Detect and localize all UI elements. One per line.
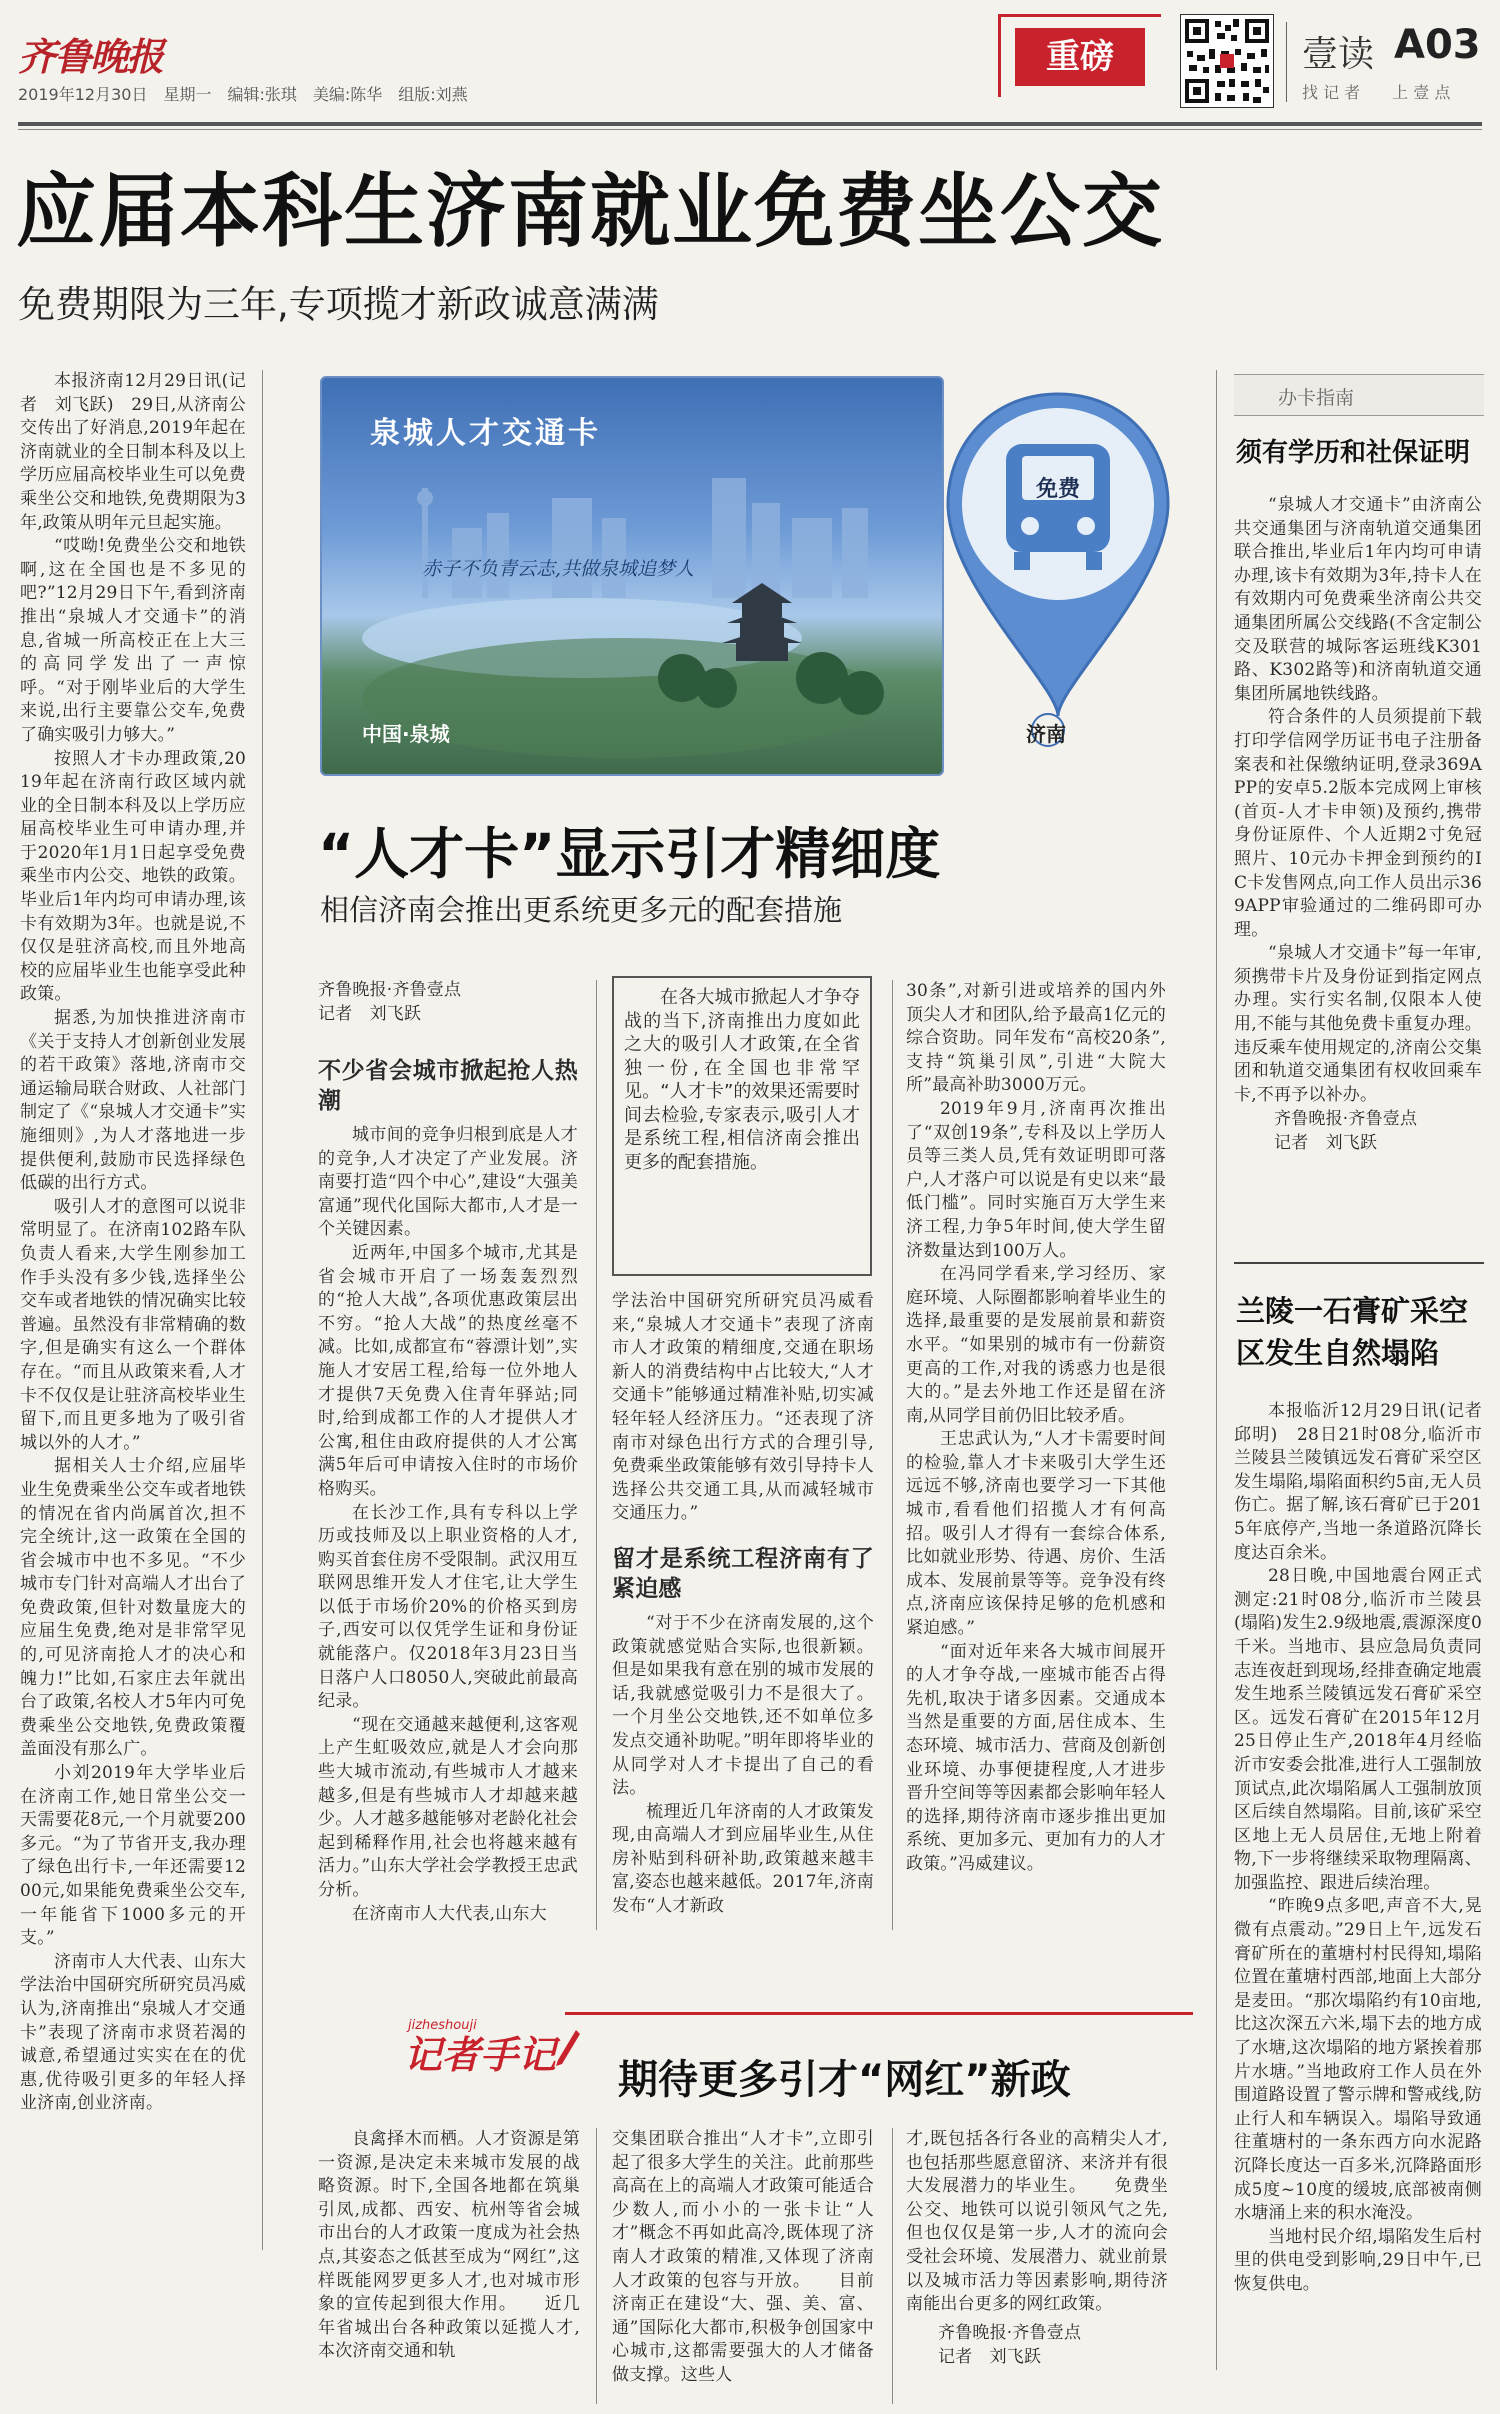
section-name: 壹读 [1302,34,1375,75]
left-article-paragraph: 据相关人士介绍,应届毕业生免费乘坐公交车或者地铁的情况在省内尚属首次,担不完全统计,这一政策在全国的省会城市中也不多见。“不少城市专门针对高端人才出台了免费政策,但针对数量庞大的应届生免费,绝对是非常罕见的,可见济南抢人才的决心和魄力!”比如,石家庄去年就出台了政策,名校人才5年内可免费乘坐公交地铁,免费政策覆盖面没有那么广。 [20,1456,246,1760]
sidebar1-title: 须有学历和社保证明 [1236,438,1471,468]
feature-paragraph: 在济南市人大代表,山东大 [352,1903,547,1924]
bus-pin-graphic [940,386,1200,766]
sidebar1-label-box [1234,374,1484,416]
sidebar2-paragraph: “昨晚9点多吧,声音不大,晃微有点震动。”29日上午,远发石膏矿所在的董塘村村民得知,塌陷位置在董塘村西部,地面上大部分是麦田。“那次塌陷约有10亩地,比这次深五六米,塌下去的地方成了水塘,这次塌陷的地方紧挨着那片水塘。”当地政府工作人员在外围道路设置了警示牌和警戒线,防止行人和车辆误入。塌陷导致通往董塘村的一条东西方向水泥路沉降长度达一百多米,沉降路面形成5度~10度的缓坡,底部被南侧水塘涌上来的积水淹没。 [1234,1896,1482,2224]
feature-subtitle: 相信济南会推出更系统更多元的配套措施 [320,893,843,927]
feature-paragraph: 王忠武认为,“人才卡需要时间的检验,靠人才卡来吸引大学生还远远不够,济南也要学习一下其他城市,看看他们招揽人才有何高招。吸引人才得有一套综合体系,比如就业形势、待遇、房价、生活成本、发展前景等等。竞争没有终点,济南应该保持足够的危机感和紧迫感。” [906,1429,1166,1639]
left-article-paragraph: 小刘2019年大学毕业后在济南工作,她日常坐公交一天需要花8元,一个月就要200多元。“为了节省开支,我办理了绿色出行卡,一年还需要1200元,如果能免费乘坐公交车,一年能省下1000多元的开支。” [20,1763,246,1949]
masthead [0,0,1500,118]
pen-icon [554,2028,582,2072]
page-number: A03 [1394,22,1481,68]
sidebar2-body [1234,1400,1500,2400]
commentary-paragraph: 才,既包括各行各业的高精尖人才,也包括那些愿意留济、来济并有很大发展潜力的毕业生。 免费坐公交、地铁可以说引领风气之先,但也仅仅是第一步,人才的流向会受社会环境、发展潜力、就业前景以及城市活力等因素影响,期待济南能出台更多的网红政策。 [906,2129,1168,2315]
left-article [20,370,246,2270]
talent-card-image [320,376,944,776]
commentary-tag-label: 记者手记 [404,2032,557,2077]
qr-code [1180,14,1274,108]
sidebar1-byline-source: 齐鲁晚报·齐鲁壹点 [1274,1109,1418,1130]
feature-column-3 [906,980,1166,1938]
dateline: 2019年12月30日 星期一 编辑:张琪 美编:陈华 组版:刘燕 [18,85,468,104]
feature-divider-1 [596,980,597,1930]
commentary-tag-pinyin: jizheshouji [408,2018,477,2033]
card-title: 泉城人才交通卡 [370,416,601,451]
commentary-byline-source: 齐鲁晚报·齐鲁壹点 [938,2322,1082,2343]
masthead-rule [18,122,1482,126]
section-tag: 重磅 [1015,28,1145,86]
left-article-paragraph: 吸引人才的意图可以说非常明显了。在济南102路车队负责人看来,大学生刚参加工作手头没有多少钱,选择坐公交车或者地铁的情况确实比较普遍。虽然没有非常精确的数字,但是确实有这么一个群体存在。“而且从政策来看,人才卡不仅仅是让驻济高校毕业生留下,而且更多地为了吸引省城以外的人才。” [20,1196,246,1453]
feature-title: “人才卡”显示引才精细度 [318,822,941,886]
masthead-slogan: 找 记 者 上 壹 点 [1302,83,1451,102]
commentary-top-rule [565,2012,1193,2015]
sidebar1-body [1234,494,1482,1154]
commentary-paragraph: 交集团联合推出“人才卡”,立即引起了很多大学生的关注。此前那些高高在上的高端人才政策可能适合少数人,而小小的一张卡让“人才”概念不再如此高冷,既体现了济南人才政策的精准,又体现了济南人才政策的包容与开放。 目前济南正在建设“大、强、美、富、通”国际化大都市,积极争创国家中心城市,这都需要强大的人才储备做支撑。这些人 [612,2129,874,2385]
feature-subheading-2: 留才是系统工程济南有了紧迫感 [612,1545,874,1602]
feature-paragraph: 城市间的竞争归根到底是人才的竞争,人才决定了产业发展。济南要打造“四个中心”,建设“大强美富通”现代化国际大都市,人才是一个关键因素。 [318,1125,578,1240]
feature-byline-reporter: 记者 刘飞跃 [318,1004,422,1024]
feature-divider-2 [892,980,893,1930]
feature-paragraph: 近两年,中国多个城市,尤其是省会城市开启了一场轰轰烈烈的“抢人大战”,各项优惠政策层出不穷。“抢人大战”的热度丝毫不减。比如,成都宣布“蓉漂计划”,实施人才安居工程,给每一位外地人才提供7天免费入住青年驿站;同时,给到成都工作的人才提供人才公寓,租住由政府提供的人才公寓满5年后可申请按入住时的市场价格购买。 [318,1242,578,1499]
commentary-title: 期待更多引才“网红”新政 [618,2057,1071,2103]
sidebar1-label: 办卡指南 [1278,387,1355,409]
feature-paragraph: 30条”,对新引进或培养的国内外顶尖人才和团队,给予最高1亿元的综合资助。同年发布“高校20条”,支持“筑巢引凤”,引进“大院大所”最高补助3000万元。 [906,981,1166,1096]
commentary-column-2 [612,2128,874,2410]
left-column-divider [262,370,263,2250]
left-article-paragraph: 按照人才卡办理政策,2019年起在济南行政区域内就业的全日制本科及以上学历应届高校毕业生可申请办理,并于2020年1月1日起享受免费乘坐市内公交、地铁的政策。毕业后1年内均可申请办理,该卡有效期为3年。也就是说,不仅仅是驻济高校,而且外地高校的应届毕业生也能享受此种政策。 [20,748,246,1005]
feature-paragraph: “面对近年来各大城市间展开的人才争夺战,一座城市能否占得先机,取决于诸多因素。交通成本当然是重要的方面,居住成本、生态环境、城市活力、营商及创新创业环境、办事便捷程度,人才进步晋升空间等等因素都会影响年轻人的选择,期待济南市逐步推出更加系统、更加多元、更加有力的人才政策。”冯威建议。 [906,1641,1166,1874]
feature-column-2 [612,1290,874,1938]
commentary-divider-2 [892,2128,893,2404]
feature-paragraph: 在长沙工作,具有专科以上学历或技师及以上职业资格的人才,购买首套住房不受限制。武汉用互联网思维开发人才住宅,让大学生以低于市场价20%的价格买到房子,西安可以仅凭学生证和身份证就能落户。仅2018年3月23日当日落户人口8050人,突破此前最高纪录。 [318,1502,578,1712]
pin-label: 济南 [1026,722,1066,746]
sidebar1-paragraph: “泉城人才交通卡”由济南公共交通集团与济南轨道交通集团联合推出,毕业后1年内均可申请办理,该卡有效期为3年,持卡人在有效期内可免费乘坐济南公共交通集团所属公交线路(不含定制公交及联营的城际客运班线K301路、K302路等)和济南轨道交通集团所属地铁线路。 [1234,495,1482,704]
masthead-divider [1286,22,1287,102]
card-slogan: 赤子不负青云志,共做泉城追梦人 [422,558,695,580]
left-article-paragraph: 据悉,为加快推进济南市《关于支持人才创新创业发展的若干政策》落地,济南市交通运输局联合财政、人社部门制定了《“泉城人才交通卡”实施细则》,为人才落地进一步提供便利,鼓励市民选择绿色低碳的出行方式。 [20,1008,246,1194]
main-headline: 应届本科生济南就业免费坐公交 [16,165,1164,258]
free-badge: 免费 [1035,477,1080,502]
feature-paragraph: “现在交通越来越便利,这客观上产生虹吸效应,就是人才会向那些大城市流动,有些城市人才越来越多,但是有些城市人才却越来越少。人才越多越能够对老龄化社会起到稀释作用,社会也将越来越有活力。”山东大学社会学教授王忠武分析。 [318,1714,578,1900]
sidebar2-paragraph: 本报临沂12月29日讯(记者 邱明) 28日21时08分,临沂市兰陵县兰陵镇远发石膏矿采空区发生塌陷,塌陷面积约5亩,无人员伤亡。据了解,该石膏矿已于2015年底停产,当地一条道路沉降长度达百余米。 [1234,1401,1500,1563]
feature-callout [612,976,872,1276]
commentary-tag [404,2018,584,2098]
sidebar1-paragraph: “泉城人才交通卡”每一年审,须携带卡片及身份证到指定网点办理。实行实名制,仅限本人使用,不能与其他免费卡重复办理。违反乘车使用规定的,济南公交集团和轨道交通集团有权收回乘车卡,不再予以补办。 [1234,943,1482,1105]
feature-callout-text: 在各大城市掀起人才争夺战的当下,济南推出力度如此之大的吸引人才政策,在全省独一份,在全国也非常罕见。“人才卡”的效果还需要时间去检验,专家表示,吸引人才是系统工程,相信济南会推出更多的配套措施。 [624,987,860,1173]
left-article-paragraph: 济南市人大代表、山东大学法治中国研究所研究员冯威认为,济南推出“泉城人才交通卡”表现了济南市求贤若渴的诚意,希望通过实实在在的优惠,优待吸引更多的年轻人择业济南,创业济南。 [20,1951,246,2114]
feature-paragraph: 2019年9月,济南再次推出了“双创19条”,专科及以上学历人员等三类人员,凭有效证明即可落户,人才落户可以说是有史以来“最低门槛”。同时实施百万大学生来济工程,力争5年时间,使大学生留济数量达到100万人。 [906,1098,1166,1261]
sidebar1-byline-reporter: 记者 刘飞跃 [1274,1133,1378,1154]
feature-byline-source: 齐鲁晚报·齐鲁壹点 [318,980,462,1000]
sidebar2-paragraph: 28日晚,中国地震台网正式测定:21时08分,临沂市兰陵县(塌陷)发生2.9级地震,震源深度0千米。当地市、县应急局负责同志连夜赶到现场,经排查确定地震发生地系兰陵镇远发石膏矿采空区。远发石膏矿在2015年12月25日停止生产,2018年4月经临沂市安委会批准,进行人工强制放顶试点,此次塌陷属人工强制放顶区后续自然塌陷。目前,该矿采空区地上无人员居住,无地上附着物,下一步将继续采取物理隔离、加强监控、跟进后续治理。 [1234,1566,1482,1893]
sidebar1-paragraph: 符合条件的人员须提前下载打印学信网学历证书电子注册备案表和社保缴纳证明,登录369APP的安卓5.2版本完成网上审核(首页-人才卡申领)及预约,携带身份证原件、个人近期2寸免冠照片、10元办卡押金到预约的IC卡发售网点,向工作人员出示369APP审验通过的二维码即可办理。 [1234,707,1482,940]
feature-paragraph: 学法治中国研究所研究员冯威看来,“泉城人才交通卡”表现了济南市人才政策的精细度,交通在职场新人的消费结构中占比较大,“人才交通卡”能够通过精准补贴,切实减轻年轻人经济压力。“还表现了济南市对绿色出行方式的合理引导,免费乘坐政策能够有效引导持卡人选择公共交通工具,从而减轻城市交通压力。” [612,1291,874,1524]
sidebar2-top-rule [1234,1262,1484,1264]
newspaper-logo: 齐鲁晚报 [18,34,163,79]
left-article-lead: 本报济南12月29日讯(记者 刘飞跃) 29日,从济南公交传出了好消息,2019年起在济南就业的全日制本科及以上学历应届高校毕业生可以免费乘坐公交和地铁,免费期限为3年,政策从明年元旦起实施。 [20,371,246,533]
sidebar2-title: 兰陵一石膏矿采空区发生自然塌陷 [1236,1294,1469,1370]
commentary-column-1 [318,2128,580,2410]
feature-paragraph: 在冯同学看来,学习经历、家庭环境、人际圈都影响着毕业生的选择,最重要的是发展前景和薪资水平。“如果别的城市有一份薪资更高的工作,对我的诱惑力也是很大的。”是去外地工作还是留在济南,从同学目前仍旧比较矛盾。 [906,1264,1166,1426]
main-subheadline: 免费期限为三年,专项揽才新政诚意满满 [18,283,659,326]
masthead-rule-thin [18,129,1482,130]
feature-paragraph: 梳理近几年济南的人才政策发现,由高端人才到应届毕业生,从住房补贴到科研补助,政策越来越丰富,姿态也越来越低。2017年,济南发布“人才新政 [612,1801,874,1917]
feature-paragraph: “对于不少在济南发展的,这个政策就感觉贴合实际,也很新颖。但是如果我有意在别的城市发展的话,我就感觉吸引力不是很大了。一个月坐公交地铁,还不如单位多发点交通补助呢。”明年即将毕业的从同学对人才卡提出了自己的看法。 [612,1612,874,1799]
commentary-paragraph: 良禽择木而栖。人才资源是第一资源,是决定未来城市发展的战略资源。时下,全国各地都在筑巢引凤,成都、西安、杭州等省会城市出台的人才政策一度成为社会热点,其姿态之低甚至成为“网红”,这样既能网罗更多人才,也对城市形象的宣传起到很大作用。 近几年省城出台各种政策以延揽人才,本次济南交通和轨 [318,2129,580,2362]
feature-subheading-1: 不少省会城市掀起抢人热潮 [318,1058,578,1114]
commentary-column-3 [906,2128,1168,2410]
left-article-paragraph: “哎呦!免费坐公交和地铁啊,这在全国也是不多见的吧?”12月29日下午,看到济南推出“泉城人才交通卡”的消息,省城一所高校正在上大三的高同学发出了一声惊呼。“对于刚毕业后的大学生来说,出行主要靠公交车,免费了确实吸引力够大。” [20,536,246,745]
commentary-byline-reporter: 记者 刘飞跃 [938,2346,1042,2367]
commentary-divider-1 [596,2128,597,2404]
feature-column-1 [318,978,578,1938]
right-sidebar-divider [1216,370,1217,2370]
card-origin: 中国·泉城 [362,722,450,746]
sidebar2-paragraph: 当地村民介绍,塌陷发生后村里的供电受到影响,29日中午,已恢复供电。 [1234,2226,1482,2294]
